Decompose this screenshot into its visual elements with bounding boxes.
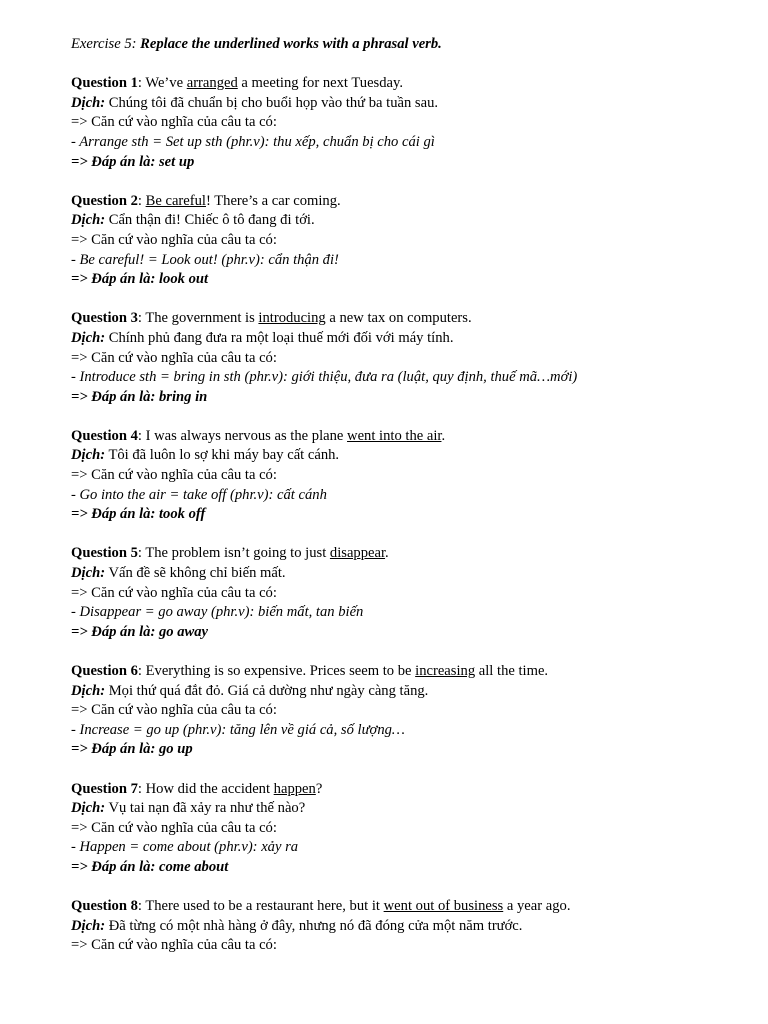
question-label: Question 1: [71, 75, 138, 92]
question-text-before: : The government is: [137, 310, 259, 327]
translation-line: [71, 564, 731, 584]
answer-line: => Đáp án là: go away: [71, 623, 209, 640]
question-block-2: [71, 192, 731, 290]
translation-line: [71, 94, 731, 114]
translation-line: [71, 799, 731, 819]
reasoning-line: => Căn cứ vào nghĩa của câu ta có:: [71, 937, 277, 954]
translation-line: [71, 682, 731, 702]
answer-line: => Đáp án là: set up: [71, 153, 195, 170]
question-line: [71, 897, 731, 917]
answer-line: => Đáp án là: look out: [71, 271, 209, 288]
answer-line: => Đáp án là: come about: [71, 858, 229, 875]
question-block-6: [71, 662, 731, 760]
reasoning-line: => Căn cứ vào nghĩa của câu ta có:: [71, 114, 277, 131]
vocabulary-note: - Arrange sth = Set up sth (phr.v): thu xếp, chuẩn bị cho cái gì: [71, 133, 435, 150]
underlined-word: arranged: [186, 75, 238, 92]
translation-text: Chúng tôi đã chuẩn bị cho buổi họp vào thứ ba tuần sau.: [105, 94, 439, 111]
question-text-before: : Everything is so expensive. Prices seem to be: [137, 663, 416, 679]
translation-text: Cẩn thận đi! Chiếc ô tô đang đi tới.: [105, 212, 315, 229]
question-line: [71, 544, 731, 564]
vocabulary-note: - Increase = go up (phr.v): tăng lên về giá cả, số lượng…: [71, 721, 405, 738]
question-line: [71, 662, 731, 682]
question-text-before: : There used to be a restaurant here, but it: [137, 898, 384, 915]
exercise-instruction: Replace the underlined works with a phrasal verb.: [140, 36, 442, 52]
question-line: [71, 74, 731, 94]
answer-line: => Đáp án là: took off: [71, 506, 206, 523]
question-block-5: [71, 544, 731, 642]
underlined-word: introducing: [258, 310, 326, 327]
translation-text: Chính phủ đang đưa ra một loại thuế mới đối với máy tính.: [105, 329, 454, 346]
question-text-before: :: [137, 192, 146, 209]
translation-text: Đã từng có một nhà hàng ở đây, nhưng nó đã đóng cửa một năm trước.: [105, 917, 523, 934]
question-line: [71, 427, 731, 447]
reasoning-line: => Căn cứ vào nghĩa của câu ta có:: [71, 819, 277, 836]
question-text-after: a meeting for next Tuesday.: [237, 75, 403, 92]
reasoning-line: => Căn cứ vào nghĩa của câu ta có:: [71, 584, 277, 601]
underlined-word: went into the air: [347, 427, 442, 444]
translation-text: Vấn đề sẽ không chỉ biến mất.: [105, 565, 286, 582]
question-block-1: [71, 74, 731, 172]
vocabulary-note: - Be careful! = Look out! (phr.v): cẩn thận đi!: [71, 251, 339, 268]
translation-text: Mọi thứ quá đắt đỏ. Giá cả dường như ngày càng tăng.: [105, 682, 429, 699]
translation-line: [71, 329, 731, 349]
question-text-after: a new tax on computers.: [325, 310, 472, 327]
question-text-after: ! There’s a car coming.: [205, 192, 341, 209]
vocabulary-note: - Disappear = go away (phr.v): biến mất, tan biến: [71, 604, 364, 621]
question-block-7: [71, 780, 731, 878]
question-label: Question 7: [71, 780, 138, 797]
question-text-before: : We’ve: [137, 75, 187, 92]
question-text-after: a year ago.: [503, 898, 571, 915]
question-text-after: all the time.: [475, 663, 549, 679]
exercise-title: [71, 35, 731, 55]
question-block-4: [71, 427, 731, 525]
question-label: Question 6: [71, 663, 138, 679]
question-text-after: .: [385, 545, 389, 562]
question-block-8: [71, 897, 731, 956]
question-label: Question 8: [71, 898, 138, 915]
underlined-word: went out of business: [383, 898, 504, 915]
question-line: [71, 192, 731, 212]
underlined-word: disappear: [329, 545, 386, 562]
vocabulary-note: - Go into the air = take off (phr.v): cất cánh: [71, 486, 327, 503]
question-label: Question 5: [71, 545, 138, 562]
reasoning-line: => Căn cứ vào nghĩa của câu ta có:: [71, 702, 277, 719]
answer-line: => Đáp án là: go up: [71, 741, 193, 758]
translation-line: [71, 211, 731, 231]
translation-label: Dịch:: [71, 212, 106, 229]
question-label: Question 2: [71, 192, 138, 209]
translation-label: Dịch:: [71, 447, 106, 464]
translation-line: [71, 446, 731, 466]
exercise-title-separator: :: [131, 36, 141, 52]
translation-line: [71, 917, 731, 937]
reasoning-line: => Căn cứ vào nghĩa của câu ta có:: [71, 349, 277, 366]
vocabulary-note: - Introduce sth = bring in sth (phr.v): giới thiệu, đưa ra (luật, quy định, thuế mã…mới): [71, 369, 578, 386]
answer-line: => Đáp án là: bring in: [71, 388, 208, 405]
translation-text: Tôi đã luôn lo sợ khi máy bay cất cánh.: [105, 447, 340, 464]
exercise-label: Exercise 5: [71, 36, 132, 52]
question-text-before: : The problem isn’t going to just: [137, 545, 330, 562]
document-page: [71, 35, 731, 976]
question-block-3: [71, 309, 731, 407]
vocabulary-note: - Happen = come about (phr.v): xảy ra: [71, 839, 299, 856]
question-text-before: : How did the accident: [137, 780, 274, 797]
question-line: [71, 309, 731, 329]
question-text-before: : I was always nervous as the plane: [137, 427, 348, 444]
translation-label: Dịch:: [71, 565, 106, 582]
reasoning-line: => Căn cứ vào nghĩa của câu ta có:: [71, 231, 277, 248]
reasoning-line: => Căn cứ vào nghĩa của câu ta có:: [71, 467, 277, 484]
underlined-word: increasing: [415, 663, 476, 679]
question-label: Question 4: [71, 427, 138, 444]
translation-label: Dịch:: [71, 329, 106, 346]
underlined-word: happen: [273, 780, 316, 797]
underlined-word: Be careful: [145, 192, 206, 209]
question-line: [71, 780, 731, 800]
translation-label: Dịch:: [71, 682, 106, 699]
translation-label: Dịch:: [71, 94, 106, 111]
question-text-after: ?: [315, 780, 323, 797]
translation-text: Vụ tai nạn đã xảy ra như thế nào?: [105, 800, 306, 817]
translation-label: Dịch:: [71, 800, 106, 817]
question-text-after: .: [441, 427, 446, 444]
translation-label: Dịch:: [71, 917, 106, 934]
question-label: Question 3: [71, 310, 138, 327]
